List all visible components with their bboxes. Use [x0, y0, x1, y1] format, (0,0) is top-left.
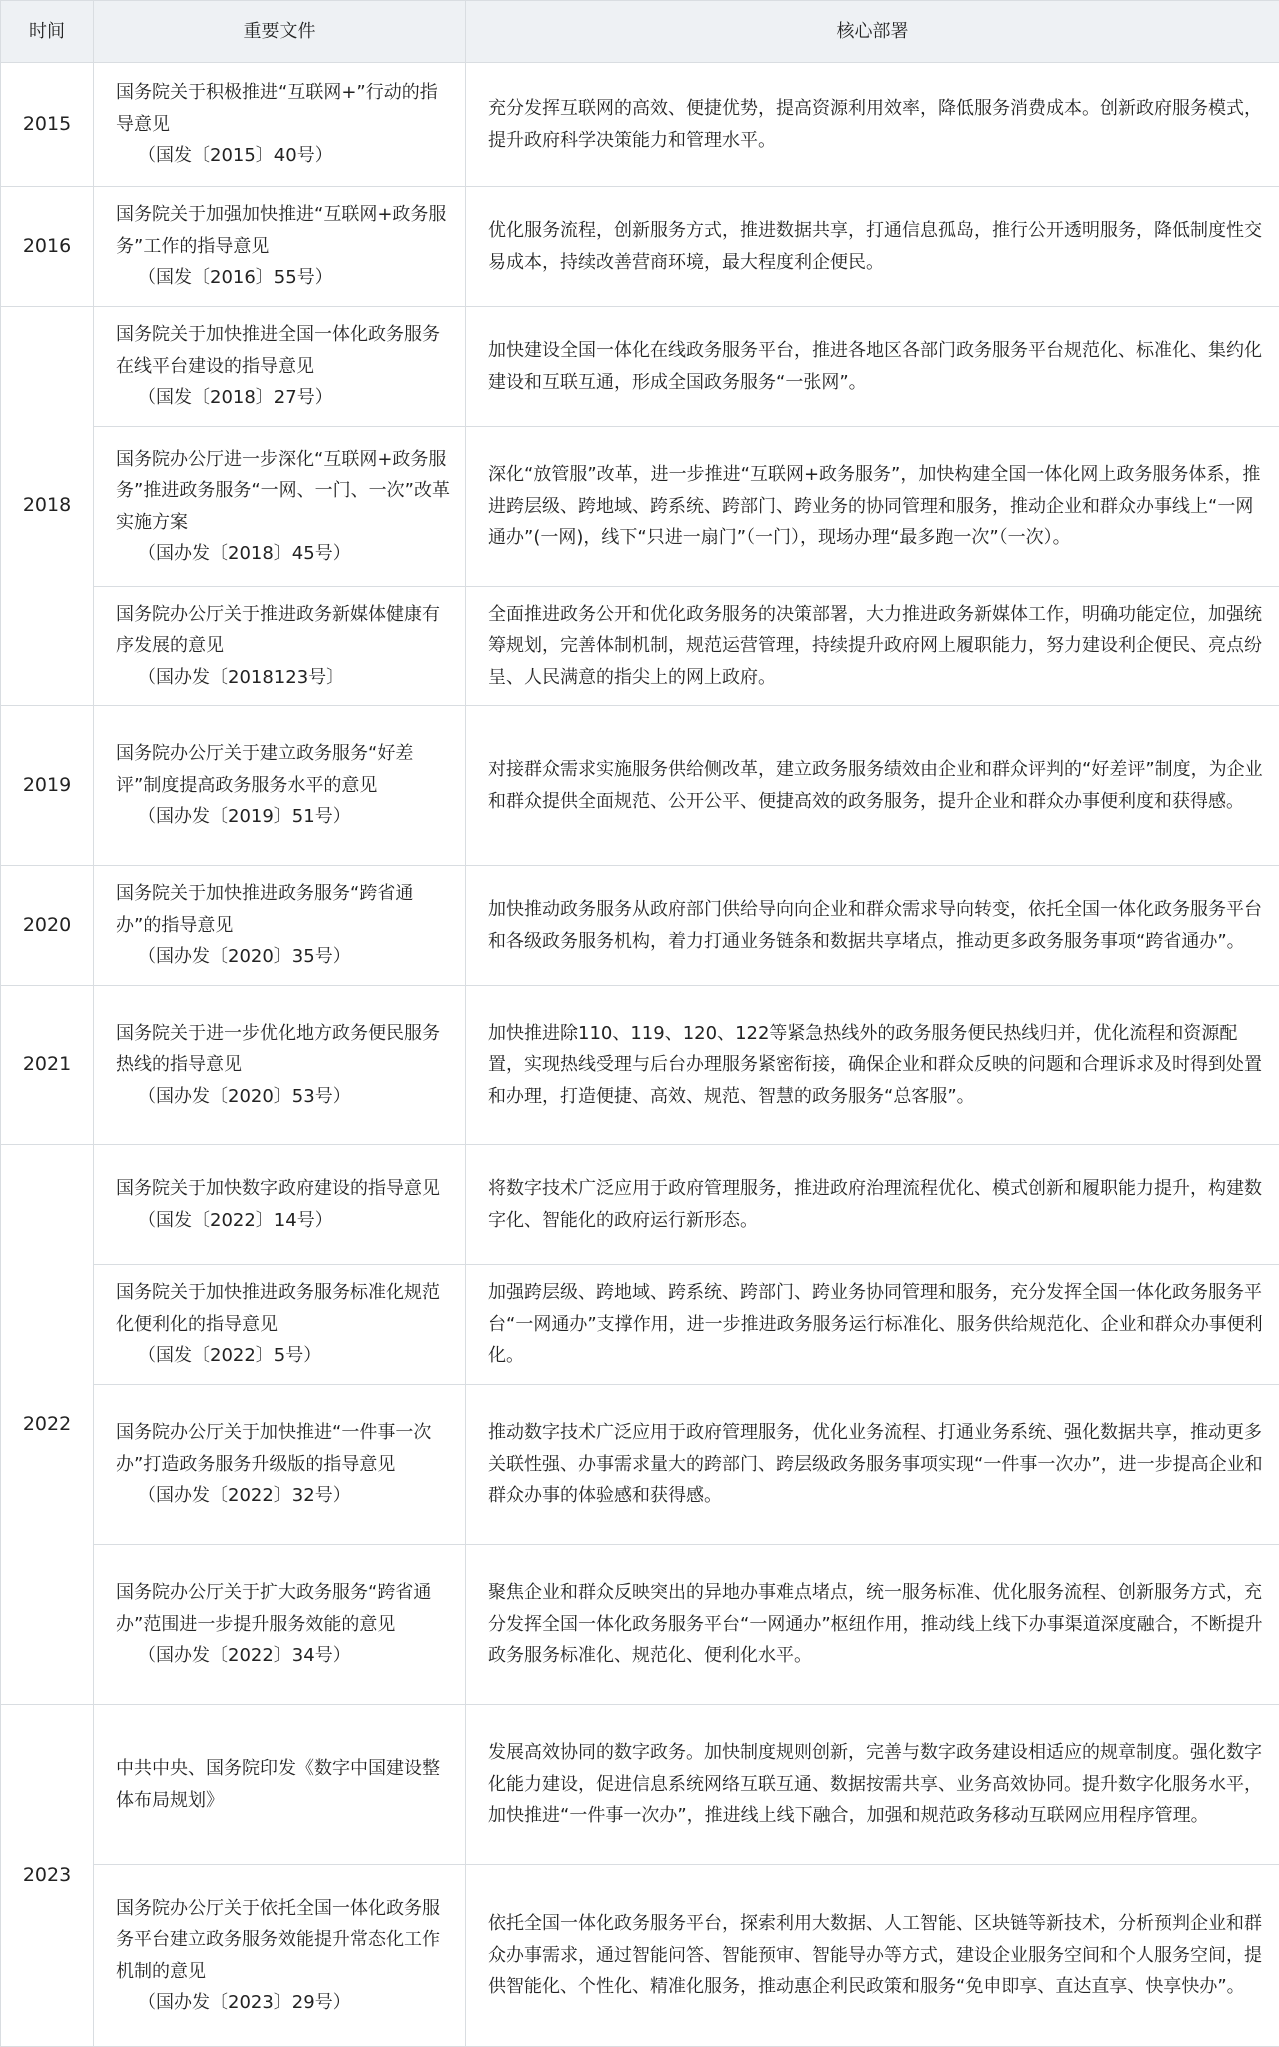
core-deployment-cell: 全面推进政务公开和优化政务服务的决策部署，大力推进政务新媒体工作，明确功能定位，加强统筹规划，完善体制机制，规范运营管理，持续提升政府网上履职能力，努力建设利企便民、亮点纷呈、人民满意的指尖上的网上政府。 [466, 587, 1279, 706]
document-title: 国务院关于加快推进全国一体化政务服务在线平台建设的指导意见 [116, 319, 453, 382]
document-title: 中共中央、国务院印发《数字中国建设整体布局规划》 [116, 1753, 453, 1816]
document-number: （国办发〔2023〕29号） [116, 1987, 453, 2019]
year-cell: 2022 [1, 1145, 94, 1705]
table-row [1, 307, 1279, 427]
core-deployment-cell: 依托全国一体化政务服务平台，探索利用大数据、人工智能、区块链等新技术，分析预判企业和群众办事需求，通过智能问答、智能预审、智能导办等方式，建设企业服务空间和个人服务空间，提供智能化、个性化、精准化服务，推动惠企利民政策和服务“免申即享、直达直享、快享快办”。 [466, 1865, 1279, 2047]
core-deployment-cell: 加强跨层级、跨地域、跨系统、跨部门、跨业务协同管理和服务，充分发挥全国一体化政务服务平台“一网通办”支撑作用，进一步推进政务服务运行标准化、服务供给规范化、企业和群众办事便利化。 [466, 1265, 1279, 1385]
document-cell [94, 986, 466, 1145]
core-deployment-cell: 聚焦企业和群众反映突出的异地办事难点堵点，统一服务标准、优化服务流程、创新服务方式，充分发挥全国一体化政务服务平台“一网通办”枢纽作用，推动线上线下办事渠道深度融合，不断提升政务服务标准化、规范化、便利化水平。 [466, 1545, 1279, 1705]
document-title: 国务院办公厅关于加快推进“一件事一次办”打造政务服务升级版的指导意见 [116, 1417, 453, 1480]
year-cell: 2016 [1, 187, 94, 307]
core-deployment-cell: 加快推进除110、119、120、122等紧急热线外的政务服务便民热线归并，优化流程和资源配置，实现热线受理与后台办理服务紧密衔接，确保企业和群众反映的问题和合理诉求及时得到处置和办理，打造便捷、高效、规范、智慧的政务服务“总客服”。 [466, 986, 1279, 1145]
year-cell: 2020 [1, 866, 94, 986]
year-cell: 2018 [1, 307, 94, 706]
document-title: 国务院关于积极推进“互联网+”行动的指导意见 [116, 77, 453, 140]
header-year: 时间 [1, 1, 94, 63]
core-deployment-cell: 加快建设全国一体化在线政务服务平台，推进各地区各部门政务服务平台规范化、标准化、集约化建设和互联互通，形成全国政务服务“一张网”。 [466, 307, 1279, 427]
document-number: （国办发〔2018〕45号） [116, 538, 453, 570]
table-row [1, 1705, 1279, 1865]
core-deployment-cell: 推动数字技术广泛应用于政府管理服务，优化业务流程、打通业务系统、强化数据共享，推动更多关联性强、办事需求量大的跨部门、跨层级政务服务事项实现“一件事一次办”，进一步提高企业和群众办事的体验感和获得感。 [466, 1385, 1279, 1545]
document-title: 国务院办公厅关于扩大政务服务“跨省通办”范围进一步提升服务效能的意见 [116, 1577, 453, 1640]
document-cell [94, 1865, 466, 2047]
document-cell [94, 587, 466, 706]
core-deployment-cell: 对接群众需求实施服务供给侧改革，建立政务服务绩效由企业和群众评判的“好差评”制度，为企业和群众提供全面规范、公开公平、便捷高效的政务服务，提升企业和群众办事便利度和获得感。 [466, 706, 1279, 866]
table-row [1, 587, 1279, 706]
document-title: 国务院办公厅关于推进政务新媒体健康有序发展的意见 [116, 599, 453, 662]
core-deployment-cell: 优化服务流程，创新服务方式，推进数据共享，打通信息孤岛，推行公开透明服务，降低制度性交易成本，持续改善营商环境，最大程度利企便民。 [466, 187, 1279, 307]
year-cell: 2015 [1, 63, 94, 187]
document-title: 国务院关于加快数字政府建设的指导意见 [116, 1173, 453, 1205]
table-row [1, 1145, 1279, 1265]
document-number: （国办发〔2018123号〕 [116, 662, 453, 694]
document-number: （国发〔2018〕27号） [116, 382, 453, 414]
document-number: （国办发〔2019〕51号） [116, 801, 453, 833]
document-title: 国务院关于进一步优化地方政务便民服务热线的指导意见 [116, 1018, 453, 1081]
document-cell [94, 427, 466, 587]
table-row [1, 1385, 1279, 1545]
document-cell [94, 1265, 466, 1385]
table-row [1, 1265, 1279, 1385]
year-cell: 2021 [1, 986, 94, 1145]
document-cell [94, 1545, 466, 1705]
table-header-row [1, 1, 1279, 63]
document-number: （国发〔2022〕14号） [116, 1205, 453, 1237]
document-number: （国办发〔2020〕35号） [116, 941, 453, 973]
document-title: 国务院关于加快推进政务服务“跨省通办”的指导意见 [116, 878, 453, 941]
table-row [1, 427, 1279, 587]
core-deployment-cell: 加快推动政务服务从政府部门供给导向向企业和群众需求导向转变，依托全国一体化政务服务平台和各级政务服务机构，着力打通业务链条和数据共享堵点，推动更多政务服务事项“跨省通办”。 [466, 866, 1279, 986]
document-cell [94, 706, 466, 866]
table-row [1, 986, 1279, 1145]
document-number: （国发〔2022〕5号） [116, 1340, 453, 1372]
core-deployment-cell: 深化“放管服”改革，进一步推进“互联网+政务服务”，加快构建全国一体化网上政务服务体系，推进跨层级、跨地域、跨系统、跨部门、跨业务的协同管理和服务，推动企业和群众办事线上“一网通办”(一网)，线下“只进一扇门”（一门），现场办理“最多跑一次”（一次）。 [466, 427, 1279, 587]
table-row [1, 187, 1279, 307]
table-row [1, 1545, 1279, 1705]
document-title: 国务院办公厅进一步深化“互联网+政务服务”推进政务服务“一网、一门、一次”改革实施方案 [116, 444, 453, 539]
document-number: （国办发〔2022〕34号） [116, 1640, 453, 1672]
document-title: 国务院关于加快推进政务服务标准化规范化便利化的指导意见 [116, 1277, 453, 1340]
table-row [1, 63, 1279, 187]
document-cell [94, 1705, 466, 1865]
document-cell [94, 187, 466, 307]
document-cell [94, 866, 466, 986]
table-row [1, 1865, 1279, 2047]
year-cell: 2023 [1, 1705, 94, 2047]
document-number: （国发〔2015〕40号） [116, 140, 453, 172]
document-title: 国务院关于加强加快推进“互联网+政务服务”工作的指导意见 [116, 199, 453, 262]
header-document: 重要文件 [94, 1, 466, 63]
core-deployment-cell: 充分发挥互联网的高效、便捷优势，提高资源利用效率，降低服务消费成本。创新政府服务模式，提升政府科学决策能力和管理水平。 [466, 63, 1279, 187]
document-cell [94, 1145, 466, 1265]
document-cell [94, 307, 466, 427]
table-row [1, 866, 1279, 986]
document-number: （国发〔2016〕55号） [116, 262, 453, 294]
document-title: 国务院办公厅关于依托全国一体化政务服务平台建立政务服务效能提升常态化工作机制的意见 [116, 1893, 453, 1988]
year-cell: 2019 [1, 706, 94, 866]
core-deployment-cell: 将数字技术广泛应用于政府管理服务，推进政府治理流程优化、模式创新和履职能力提升，构建数字化、智能化的政府运行新形态。 [466, 1145, 1279, 1265]
header-core-deployment: 核心部署 [466, 1, 1279, 63]
document-number: （国办发〔2020〕53号） [116, 1081, 453, 1113]
document-number: （国办发〔2022〕32号） [116, 1480, 453, 1512]
core-deployment-cell: 发展高效协同的数字政务。加快制度规则创新，完善与数字政务建设相适应的规章制度。强化数字化能力建设，促进信息系统网络互联互通、数据按需共享、业务高效协同。提升数字化服务水平，加快推进“一件事一次办”，推进线上线下融合，加强和规范政务移动互联网应用程序管理。 [466, 1705, 1279, 1865]
document-cell [94, 63, 466, 187]
document-cell [94, 1385, 466, 1545]
table-row [1, 706, 1279, 866]
document-title: 国务院办公厅关于建立政务服务“好差评”制度提高政务服务水平的意见 [116, 738, 453, 801]
